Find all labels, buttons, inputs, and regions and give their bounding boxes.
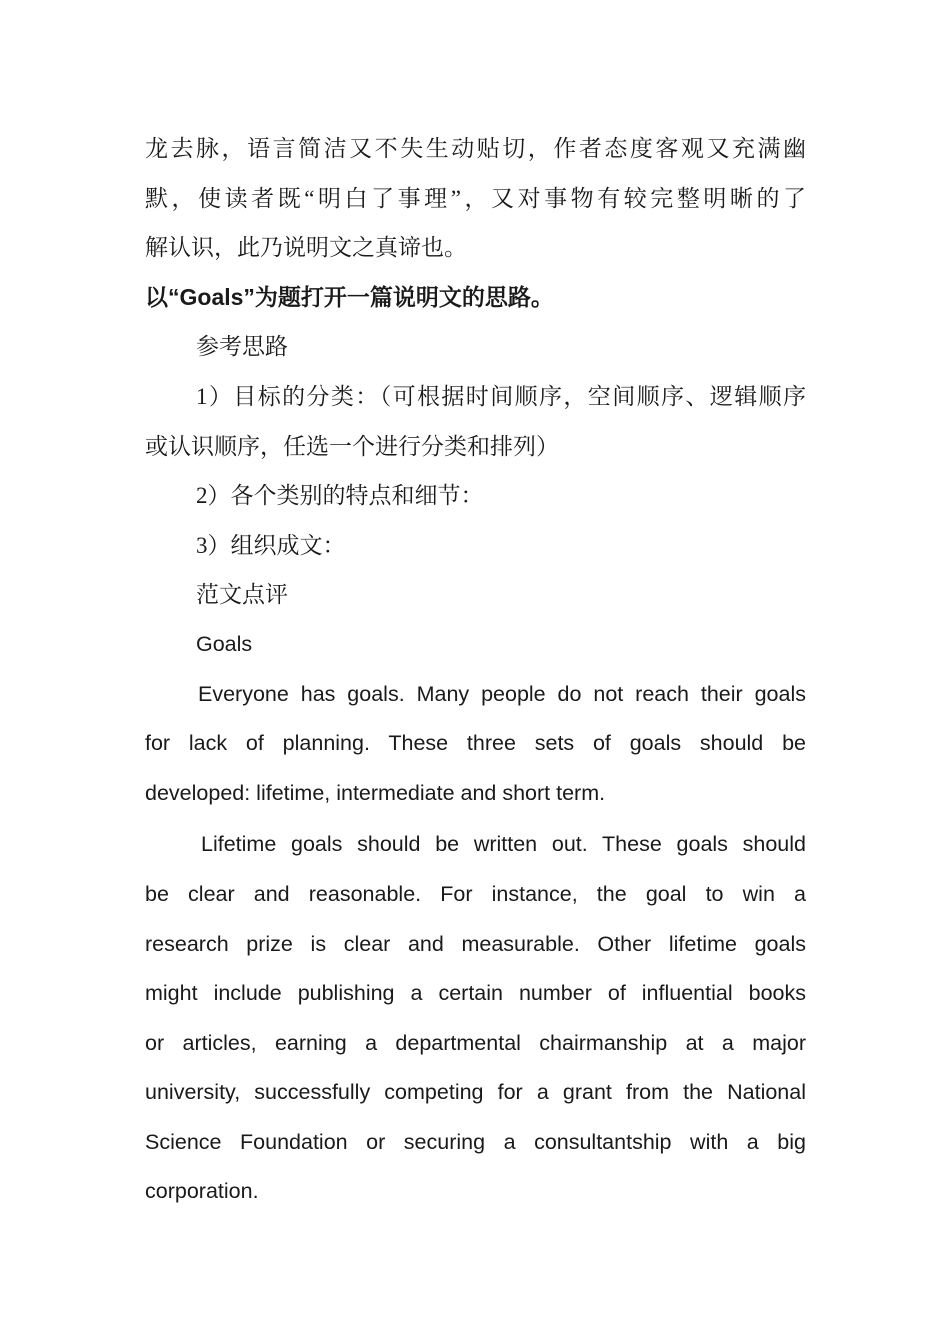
document-page [145,124,806,1217]
sample-paragraph-1 [145,670,806,819]
paragraph-line: Lifetime goals should be written out. These goals should [201,832,806,857]
paragraph-line: might include publishing a certain number of influential books [145,981,806,1006]
sample-label: 范文点评 [196,582,288,608]
intro-line-3: 解认识，此乃说明文之真谛也。 [145,235,467,261]
paragraph-line: developed: lifetime, intermediate and short term. [145,780,606,805]
paragraph-line: corporation. [145,1179,259,1204]
paragraph-line: or articles, earning a departmental chairmanship at a major [145,1030,806,1055]
paragraph-line: research prize is clear and measurable. Other lifetime goals [145,931,806,956]
paragraph-line: be clear and reasonable. For instance, the goal to win a [145,881,806,906]
intro-line-2: 默，使读者既“明白了事理”，又对事物有较完整明晰的了 [145,185,806,211]
guide-item-1-line-1: 1）目标的分类：（可根据时间顺序，空间顺序、逻辑顺序 [196,383,806,409]
guide-item-1-line-2: 或认识顺序，任选一个进行分类和排列） [145,433,559,459]
paragraph-line: Everyone has goals. Many people do not reach their goals [198,681,806,706]
sample-paragraph-2 [145,820,806,1217]
section-heading: 以“Goals”为题打开一篇说明文的思路。 [145,283,554,310]
guide-label: 参考思路 [196,334,288,360]
paragraph-line: Science Foundation or securing a consultantship with a big [145,1129,806,1154]
intro-line-1: 龙去脉，语言简洁又不失生动贴切，作者态度客观又充满幽 [145,136,806,161]
guide-item-3: 3）组织成文： [196,532,346,558]
paragraph-line: university, successfully competing for a grant from the National [145,1080,806,1105]
sample-title: Goals [196,631,253,656]
paragraph-line: for lack of planning. These three sets of goals should be [145,731,806,756]
guide-item-2: 2）各个类别的特点和细节： [196,483,484,509]
